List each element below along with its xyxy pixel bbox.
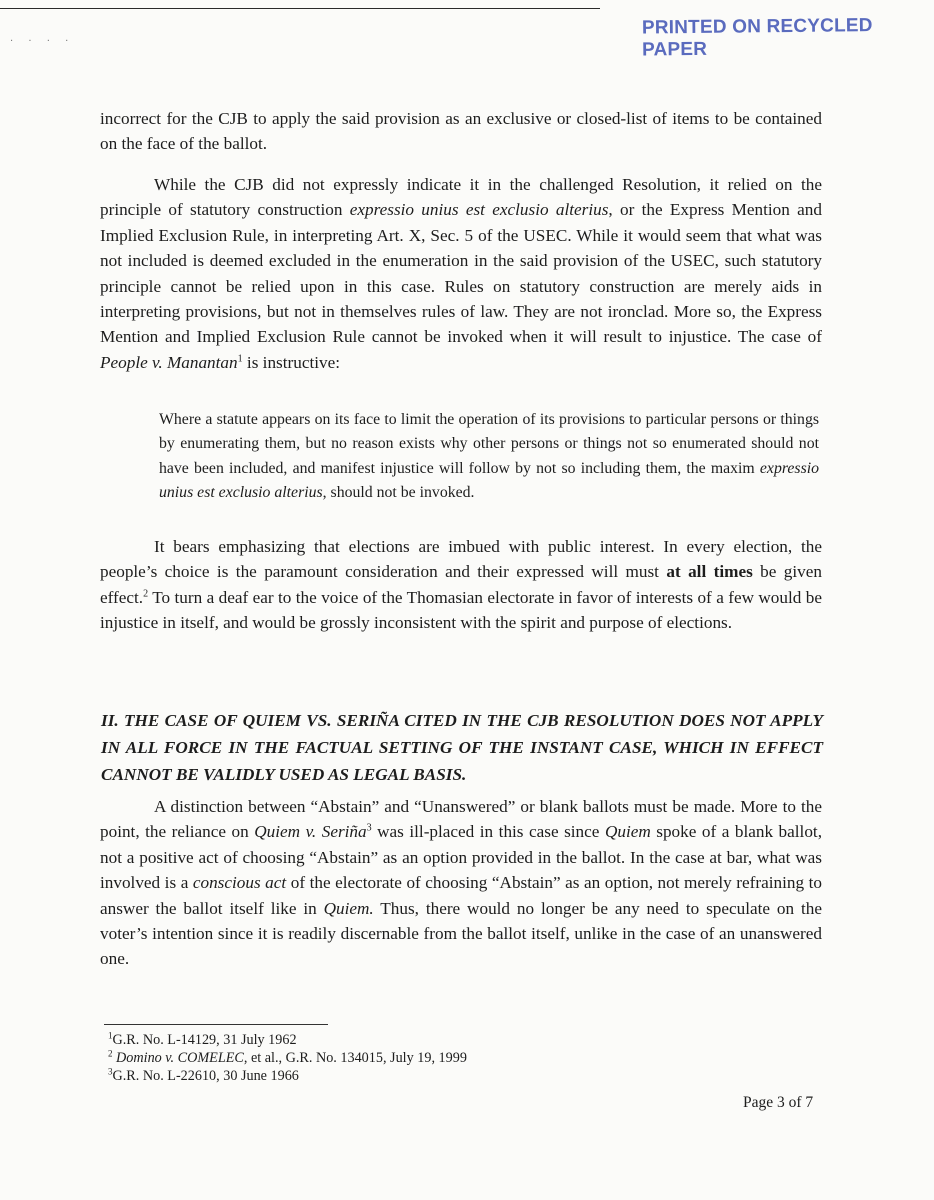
scan-marks: · · · · xyxy=(10,36,75,47)
scan-edge-line xyxy=(0,8,600,9)
paragraph-text: While the CJB did not expressly indicate it in the challenged Resolution, it relied on the principle of statutory construction xyxy=(100,175,822,220)
quote-text: Where a statute appears on its face to limit the operation of its provisions to particular persons or things by enumerating them, but no reason exists why other persons or things not so enumerated should not have been included, and manifest injustice will follow by not so including them, the maxim xyxy=(159,411,819,477)
paragraph-text: Thus, there would no longer be any need to speculate on the voter’s intention since it is readily discernable from the ballot itself, unlike in the case of an unanswered one. xyxy=(100,898,822,969)
section-heading: II. THE CASE OF QUIEM VS. SERIÑA CITED IN THE CJB RESOLUTION DOES NOT APPLY IN ALL FORCE IN THE FACTUAL SETTING OF THE INSTANT CASE, WHICH IN EFFECT CANNOT BE VALIDLY USED AS LEGAL BASIS. xyxy=(101,711,823,784)
case-citation: Quiem. xyxy=(323,898,374,918)
footnote-number: 3 xyxy=(108,1066,113,1077)
footnote-1 xyxy=(108,1031,808,1049)
footnote-divider xyxy=(104,1024,328,1025)
paragraph-text: incorrect for the CJB to apply the said provision as an exclusive or closed-list of items to be contained on the face of the ballot. xyxy=(100,109,822,154)
paragraph-text: was ill-placed in this case since xyxy=(371,822,605,842)
paragraph-statutory-construction xyxy=(100,172,822,375)
paragraph-text: To turn a deaf ear to the voice of the Thomasian electorate in favor of interests of a few would be injustice in itself, and would be grossly inconsistent with the spirit and purpose of elections. xyxy=(100,587,822,633)
footnote-text: , et al., G.R. No. 134015, July 19, 1999 xyxy=(243,1050,467,1066)
paragraph-text: It bears emphasizing that elections are imbued with public interest. In every election, the people’s choice is the paramount consideration and their expressed will must xyxy=(100,537,822,582)
paragraph-public-interest xyxy=(100,534,822,636)
block-quote xyxy=(159,408,819,506)
footnote-number: 2 xyxy=(108,1048,113,1059)
case-citation: Quiem v. Seriña xyxy=(254,822,367,842)
page-number: Page 3 of 7 xyxy=(743,1094,814,1111)
footnotes xyxy=(108,1031,808,1085)
quote-text: , should not be invoked. xyxy=(322,484,475,502)
latin-maxim: expressio unius est exclusio alterius xyxy=(159,459,819,502)
case-citation: People v. Manantan xyxy=(100,352,238,372)
paragraph-text: , or the Express Mention and Implied Exclusion Rule, in interpreting Art. X, Sec. 5 of the USEC. While it would seem that what was not included is deemed excluded in the enumeration in the said provision of the USEC, such statutory principle cannot be relied upon in this case. Rules on statutory construction are merely aids in interpreting provisions, but not in themselves rules of law. They are not ironclad. More so, the Express Mention and Implied Exclusion Rule cannot be invoked when it will result to injustice. The case of xyxy=(100,200,822,347)
case-citation: Quiem xyxy=(604,822,651,842)
latin-maxim: expressio unius est exclusio alterius xyxy=(349,200,609,220)
footnote-italic: Domino v. COMELEC xyxy=(116,1050,244,1066)
emphasis-text: conscious act xyxy=(192,873,287,893)
paragraph-text: be given effect. xyxy=(100,562,822,607)
paragraph-abstain-distinction xyxy=(100,794,822,972)
footnote-ref: 2 xyxy=(143,588,149,600)
footnote-ref: 3 xyxy=(366,822,372,834)
paragraph-continuation xyxy=(100,106,822,157)
footnote-3 xyxy=(108,1067,808,1085)
paragraph-text: A distinction between “Abstain” and “Unanswered” or blank ballots must be made. More to the point, the reliance on xyxy=(100,797,822,842)
footnote-text: G.R. No. L-22610, 30 June 1966 xyxy=(112,1068,299,1084)
paragraph-text: is instructive: xyxy=(242,352,341,372)
paragraph-text: spoke of a blank ballot, not a positive act of choosing “Abstain” as an option provided in the ballot. In the case at bar, what was involved is a xyxy=(100,822,822,893)
footnote-number: 1 xyxy=(108,1030,113,1041)
footnote-text: G.R. No. L-14129, 31 July 1962 xyxy=(112,1032,297,1048)
footnote-2 xyxy=(108,1049,808,1067)
paragraph-text: of the electorate of choosing “Abstain” as an option, not merely refraining to answer the ballot itself like in xyxy=(100,873,822,918)
recycled-paper-stamp: PRINTED ON RECYCLED PAPER xyxy=(641,15,873,61)
footnote-ref: 1 xyxy=(237,353,243,365)
emphasis-text: at all times xyxy=(666,562,753,582)
